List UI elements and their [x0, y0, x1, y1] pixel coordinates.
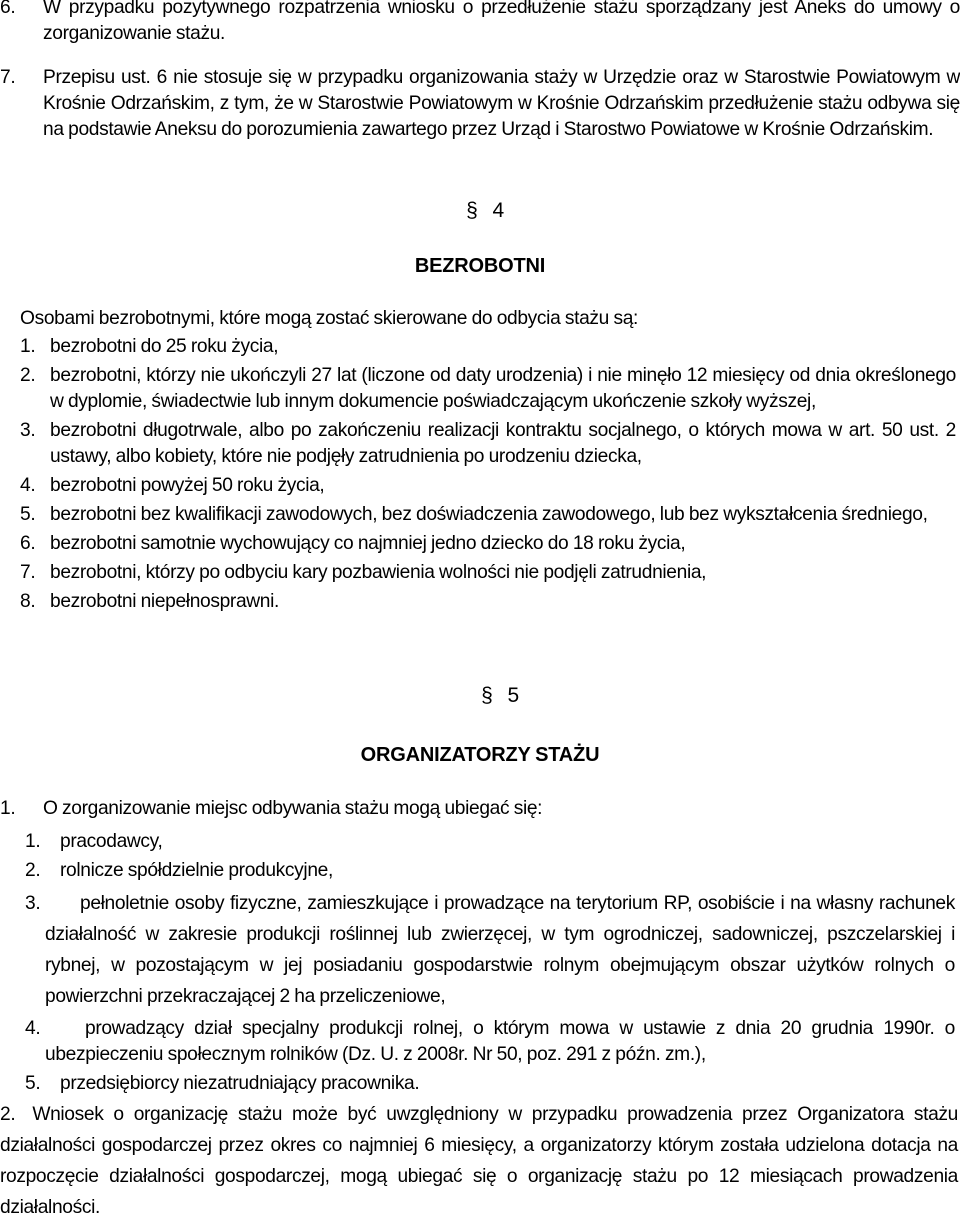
paragraph-sign-icon: § [466, 199, 478, 222]
list-item [25, 829, 955, 855]
list-item-text: pracodawcy, [60, 831, 163, 852]
list-item [20, 502, 956, 528]
list-item-number: 5. [20, 504, 36, 525]
list-item-text: bezrobotni niepełnosprawni. [50, 591, 279, 612]
point-body: Wniosek o organizację stażu może być uwzględniony w przypadku prowadzenia przez Organizatora stażu działalności gospodarczej przez okres co najmniej 6 miesięcy, a organizatorzy którym została udzielona dotacja na rozpoczęcie działalności gospodarczej, mogą ubiegać się o organizację stażu po 12 miesiącach prowadzenia działalności. [0, 1104, 958, 1218]
list-item [25, 1016, 955, 1068]
list-item-text: prowadzący dział specjalny produkcji rolnej, o którym mowa w ustawie z dnia 20 grudnia 1990r. o ubezpieczeniu społecznym rolników (Dz. U. z 2008r. Nr 50, poz. 291 z późn. zm.), [45, 1018, 955, 1065]
item-text: Przepisu ust. 6 nie stosuje się w przypadku organizowania staży w Urzędzie oraz w Starostwie Powiatowym w Krośnie Odrzańskim, z tym, że w Starostwie Powiatowym w Krośnie Odrzańskim przedłużenie stażu odbywa się na podstawie Aneksu do porozumienia zawartego przez Urząd i Starostwo Powiatowe w Krośnie Odrzańskim. [43, 67, 960, 140]
list-item-text: bezrobotni do 25 roku życia, [50, 336, 279, 357]
point-number: 2. [0, 1104, 16, 1125]
list-item [20, 418, 956, 470]
list-item [25, 888, 955, 1012]
point-text: O zorganizowanie miejsc odbywania stażu mogą ubiegać się: [43, 798, 543, 819]
section-number: 5 [507, 684, 519, 707]
list-item-text: bezrobotni, którzy nie ukończyli 27 lat (liczone od daty urodzenia) i nie minęło 12 miesięcy od dnia określonego w dyplomie, świadectwie lub innym dokumencie poświadczającym ukończenie szkoły wyższej, [50, 365, 956, 412]
section-5-point-2 [0, 1099, 958, 1223]
list-item-number: 6. [20, 533, 36, 554]
list-item-number: 4. [20, 475, 36, 496]
list-item [25, 1071, 955, 1097]
list-item-number: 8. [20, 591, 36, 612]
list-item [20, 560, 956, 586]
list-item [20, 589, 956, 615]
section-4-intro: Osobami bezrobotnymi, które mogą zostać skierowane do odbycia stażu są: [20, 308, 639, 329]
list-item-text: bezrobotni długotrwale, albo po zakończeniu realizacji kontraktu socjalnego, o których mowa w art. 50 ust. 2 ustawy, albo kobiety, które nie podjęły zatrudnienia po urodzeniu dziecka, [50, 420, 956, 467]
list-item [20, 473, 956, 499]
list-item-number: 5. [25, 1073, 41, 1094]
list-item [20, 363, 956, 415]
section-4-title: BEZROBOTNI [414, 255, 546, 277]
section-number: 4 [492, 199, 504, 222]
paragraph-sign-icon: § [481, 684, 493, 707]
list-item-number: 7. [20, 562, 36, 583]
item-text: W przypadku pozytywnego rozpatrzenia wniosku o przedłużenie stażu sporządzany jest Aneks do umowy o zorganizowanie stażu. [43, 0, 960, 44]
list-item-number: 1. [25, 831, 41, 852]
section-5-title: ORGANIZATORZY STAŻU [360, 744, 600, 766]
list-item-text: bezrobotni samotnie wychowujący co najmniej jedno dziecko do 18 roku życia, [50, 533, 686, 554]
section-4-list [20, 334, 956, 615]
list-item-number: 4. [25, 1018, 41, 1039]
item-number: 7. [0, 67, 16, 88]
section-4-number [440, 198, 530, 224]
list-item [20, 334, 956, 360]
paragraph-item-6 [0, 0, 960, 47]
list-item-text: bezrobotni bez kwalifikacji zawodowych, bez doświadczenia zawodowego, lub bez wykształcenia średniego, [50, 504, 928, 525]
list-item-text: przedsiębiorcy niezatrudniający pracownika. [60, 1073, 420, 1094]
list-item-number: 1. [20, 336, 36, 357]
section-5-point-1 [0, 796, 960, 822]
list-item-number: 3. [20, 420, 36, 441]
point-text [0, 1099, 958, 1223]
list-item-number: 2. [20, 365, 36, 386]
list-item-number: 2. [25, 860, 41, 881]
list-item-text: bezrobotni powyżej 50 roku życia, [50, 475, 325, 496]
point-number: 1. [0, 798, 16, 819]
list-item [25, 858, 955, 884]
section-5-point-1-list [25, 829, 955, 1097]
list-item-text: bezrobotni, którzy po odbyciu kary pozbawienia wolności nie podjęli zatrudnienia, [50, 562, 707, 583]
paragraph-item-7 [0, 65, 960, 143]
list-item [20, 531, 956, 557]
list-item-text: rolnicze spółdzielnie produkcyjne, [60, 860, 333, 881]
item-number: 6. [0, 0, 16, 18]
section-5-number [455, 683, 545, 709]
list-item-number: 3. [25, 893, 41, 914]
list-item-text: pełnoletnie osoby fizyczne, zamieszkujące i prowadzące na terytorium RP, osobiście i na własny rachunek działalność w zakresie produkcji roślinnej lub zwierzęcej, w tym ogrodniczej, sadowniczej, pszczelarskiej i rybnej, w pozostającym w jej posiadaniu gospodarstwie rolnym obejmującym obszar użytków rolnych o powierzchni przekraczającej 2 ha przeliczeniowe, [45, 893, 955, 1007]
